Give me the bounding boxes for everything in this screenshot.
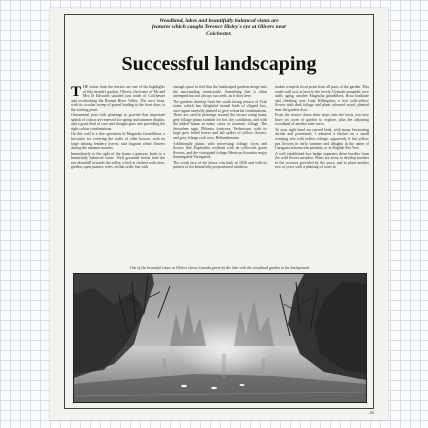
- drop-cap: T: [71, 85, 82, 100]
- column-paragraph: A well established box hedge separates these borders from the wild flower meadow. Plans are afoot to develop borders in the recesses provided by the yews, and to plant another row of yews with a planting of roses to: [275, 151, 369, 170]
- magazine-page: [50, 8, 388, 420]
- paragraph-text: HE vistas from the terrace are one of the highlights of this month's garden, Olivers, the home of Mr and Mrs D Edwards situated just south of Colchester and overlooking the Roman River Valley. The west front, with its circular sweep of gravel leading to the front door, is the starting point.: [71, 85, 165, 112]
- column-paragraph: Ornamental pots with plantings to provide that important splash of colour are renewed for spring and summer display, and a great deal of care and thought goes into providing the right colour combinations.: [71, 113, 165, 131]
- page-number: 43: [369, 410, 374, 415]
- intro-line: Woodland, lakes and beautifully balanced vistas are: [159, 18, 279, 24]
- column-paragraph: On this wall is a fine specimen of Magnolia Grandiflora, a favourite for covering the walls of older houses, with its large shining leathery leaves, and fragrant white flowers during the summer months.: [71, 132, 165, 151]
- text-column-1: [71, 85, 165, 263]
- column-paragraph: Additionally plants with interesting foliage, form and flower, like Euphorbia wulfenii with its yellowish green flowers, and the variegated foliage Mexican Astrantia major Sunningdale Variegated.: [173, 141, 267, 160]
- article-columns: [71, 85, 369, 263]
- intro-blurb: [65, 18, 373, 37]
- column-paragraph: To your right hand are curved beds, with many fascinating shrubs and perennials. I admired a thicket on a small weeping tree with yellow foliage, apparently it has yellow pea flowers in early summer and delights in the name of Caragana arborescens pendula, or in English Pea Tree.: [275, 127, 369, 151]
- article-frame: [64, 14, 374, 409]
- text-column-2: [173, 85, 267, 263]
- lake-woodland-illustration: [74, 274, 366, 402]
- column-paragraph: makes a superb focal point from all parts of the garden. This south wall acts as host to the lovely Clematis armandii, now sadly aging, another Magnolia grandiflora, Rosa banksiae and climbing rose Lady Hillingdon; a rich yolk-yellow flower with dark foliage and plum coloured wood, planted near the garden door.: [275, 85, 369, 112]
- column-paragraph: Immediately to the right of the house a gateway leads to a beautifully balanced scene. Well groomed lawns lead the eye downhill towards the valley which is clothed with trees, garden, open pasture, trees, in that order, but with: [71, 151, 165, 170]
- column-paragraph: The gardens develop from the south facing terrace of York stone, which has delightful formal beds of clipped box, once again carefully planted to give colourful combinations. There are careful plantings around the terrace using many grey foliage plants suitable for hot, dry conditions, and with the added bonus in many cases of aromatic foliage. The Jerusalem sage, Phlomis fruticosa; Verbascum, with its large grey felted leaves and tall spikes of yellow flowers, and grey foliage rock rose, Helianthemum.: [173, 99, 267, 141]
- garden-photo: [73, 273, 367, 403]
- intro-line: features which caught Terence Illsley's eye at Olivers near: [151, 24, 287, 31]
- column-paragraph: enough space to feel that the landscaped gardens merge into the surrounding countryside. Something that is often attempted but not always succeeds, as it does here.: [173, 85, 267, 99]
- column-paragraph: From the terrace down three steps onto the lawn, you now have six acres of garden to explore, plus the adjoining woodland of another nine acres.: [275, 113, 369, 127]
- column-paragraph: [71, 85, 165, 112]
- intro-line: Colchester.: [206, 30, 232, 37]
- text-column-3: [275, 85, 369, 263]
- article-headline: Successful landscaping: [121, 53, 317, 75]
- column-paragraph: The south face of the house was built in 1820 and with its pattern of ten beautifully proportioned windows: [173, 160, 267, 170]
- photo-caption: One of the beautiful vistas at Olivers shows Canada geese by the lake with the woodland garden in the background.: [129, 266, 311, 270]
